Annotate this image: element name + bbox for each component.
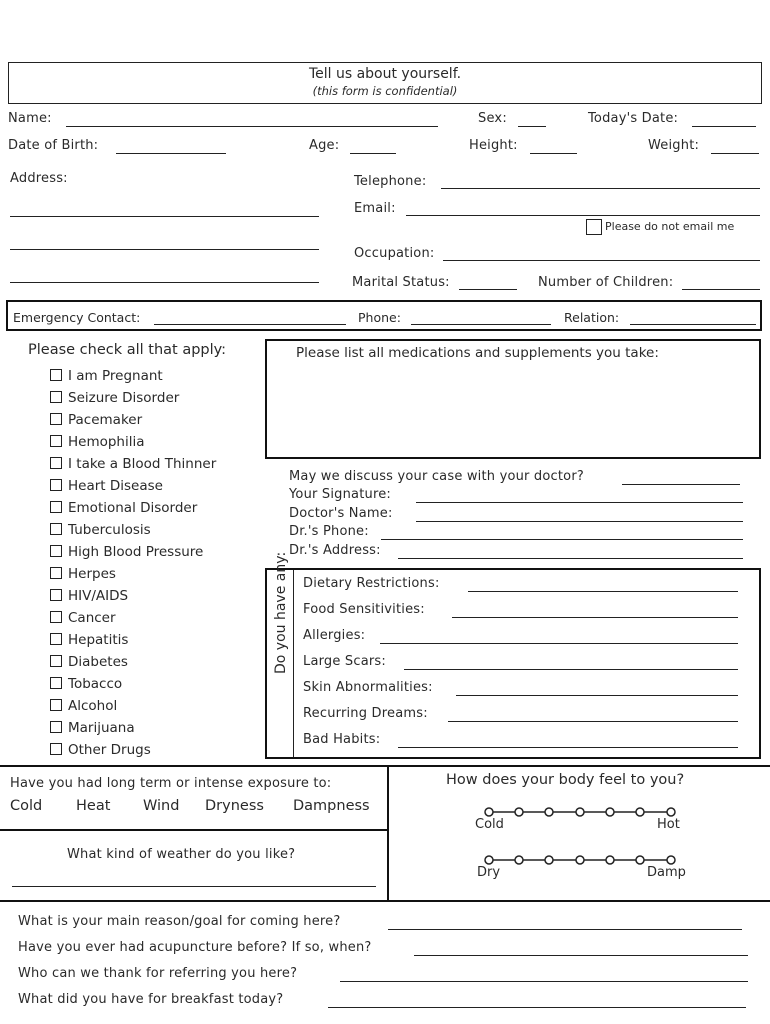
emergency-relation-label: Relation: <box>564 310 620 325</box>
checklist-item-label: HIV/AIDS <box>68 588 129 604</box>
address-label: Address: <box>10 171 68 186</box>
height-field[interactable] <box>530 153 577 154</box>
checklist-item[interactable] <box>50 368 163 384</box>
children-field[interactable] <box>682 289 760 290</box>
emergency-phone-label: Phone: <box>358 310 401 325</box>
name-field[interactable] <box>66 126 438 127</box>
checklist-item[interactable] <box>50 434 145 450</box>
emergency-relation-field[interactable] <box>630 324 756 325</box>
age-label: Age: <box>309 138 340 153</box>
weight-label: Weight: <box>648 138 700 153</box>
do-you-have-item-field[interactable] <box>380 643 738 644</box>
checklist-item-label: Other Drugs <box>68 742 151 758</box>
cold-hot-scale[interactable] <box>480 804 680 820</box>
acupuncture-question: Have you ever had acupuncture before? If so, when? <box>18 940 372 955</box>
checkbox-icon[interactable] <box>50 501 62 513</box>
signature-label: Your Signature: <box>289 487 391 502</box>
checklist-item-label: Diabetes <box>68 654 128 670</box>
checkbox-icon[interactable] <box>50 369 62 381</box>
divider-top <box>0 765 770 767</box>
checklist-item-label: Alcohol <box>68 698 118 714</box>
todays-date-label: Today's Date: <box>588 111 679 126</box>
checklist-item-label: Pacemaker <box>68 412 143 428</box>
divider-bottom <box>0 900 770 902</box>
checklist-item[interactable] <box>50 522 151 538</box>
checklist-item[interactable] <box>50 588 128 604</box>
exposure-wind[interactable]: Wind <box>143 798 180 814</box>
do-you-have-item-label: Food Sensitivities: <box>303 602 425 617</box>
checklist-item[interactable] <box>50 500 197 516</box>
checklist-item-label: Tobacco <box>68 676 123 692</box>
exposure-question: Have you had long term or intense exposure to: <box>10 776 332 791</box>
checkbox-icon[interactable] <box>50 633 62 645</box>
scale-cold-label: Cold <box>475 817 504 832</box>
checklist-item[interactable] <box>50 676 122 692</box>
checklist-item[interactable] <box>50 610 116 626</box>
checklist-item[interactable] <box>50 566 116 582</box>
dob-field[interactable] <box>116 153 226 154</box>
checkbox-icon[interactable] <box>50 457 62 469</box>
weight-field[interactable] <box>711 153 759 154</box>
exposure-cold[interactable]: Cold <box>10 798 43 814</box>
checkbox-icon[interactable] <box>50 391 62 403</box>
checkbox-icon[interactable] <box>50 611 62 623</box>
divider-vertical <box>387 766 389 901</box>
sex-label: Sex: <box>478 111 507 126</box>
header-box <box>8 62 762 104</box>
checklist-heading: Please check all that apply: <box>28 342 227 358</box>
todays-date-field[interactable] <box>692 126 756 127</box>
weather-question: What kind of weather do you like? <box>67 847 296 862</box>
checklist-item-label: Marijuana <box>68 720 135 736</box>
checklist-item-label: Emotional Disorder <box>68 500 198 516</box>
address-line-2[interactable] <box>10 249 319 250</box>
checklist-item[interactable] <box>50 544 203 560</box>
scale-hot-label: Hot <box>657 817 680 832</box>
do-you-have-item-field[interactable] <box>468 591 738 592</box>
dob-label: Date of Birth: <box>8 138 99 153</box>
medications-heading: Please list all medications and supplements you take: <box>296 345 659 361</box>
dr-address-field[interactable] <box>398 558 743 559</box>
dr-address-label: Dr.'s Address: <box>289 543 381 558</box>
checklist-item[interactable] <box>50 654 128 670</box>
no-email-label: Please do not email me <box>605 220 735 233</box>
breakfast-field[interactable] <box>328 1007 746 1008</box>
referral-question: Who can we thank for referring you here? <box>18 966 298 981</box>
checkbox-icon[interactable] <box>50 699 62 711</box>
no-email-checkbox[interactable] <box>586 219 602 235</box>
do-you-have-item-field[interactable] <box>404 669 738 670</box>
telephone-field[interactable] <box>441 188 760 189</box>
emergency-phone-field[interactable] <box>411 324 551 325</box>
checklist-item[interactable] <box>50 698 117 714</box>
checklist-item-label: I take a Blood Thinner <box>68 456 217 472</box>
dr-phone-field[interactable] <box>381 539 743 540</box>
breakfast-question: What did you have for breakfast today? <box>18 992 284 1007</box>
checklist-item[interactable] <box>50 456 216 472</box>
checkbox-icon[interactable] <box>50 743 62 755</box>
checklist-item-label: Hepatitis <box>68 632 129 648</box>
name-label: Name: <box>8 111 52 126</box>
body-feel-question: How does your body feel to you? <box>446 772 685 788</box>
do-you-have-item-field[interactable] <box>456 695 738 696</box>
referral-field[interactable] <box>340 981 748 982</box>
checkbox-icon[interactable] <box>50 523 62 535</box>
height-label: Height: <box>469 138 518 153</box>
checkbox-icon[interactable] <box>50 435 62 447</box>
divider-weather <box>0 829 388 831</box>
exposure-heat[interactable]: Heat <box>76 798 111 814</box>
emergency-contact-label: Emergency Contact: <box>13 310 141 325</box>
checkbox-icon[interactable] <box>50 655 62 667</box>
checklist-item-label: Herpes <box>68 566 116 582</box>
checkbox-icon[interactable] <box>50 721 62 733</box>
signature-field[interactable] <box>416 502 743 503</box>
do-you-have-box: Do you have any: <box>265 568 761 759</box>
occupation-label: Occupation: <box>354 246 435 261</box>
checklist-item-label: Seizure Disorder <box>68 390 180 406</box>
do-you-have-item-field[interactable] <box>452 617 738 618</box>
exposure-dampness[interactable]: Dampness <box>293 798 370 814</box>
email-field[interactable] <box>406 215 760 216</box>
checkbox-icon[interactable] <box>50 567 62 579</box>
marital-label: Marital Status: <box>352 275 450 290</box>
checkbox-icon[interactable] <box>50 589 62 601</box>
do-you-have-item-label: Recurring Dreams: <box>303 706 428 721</box>
email-label: Email: <box>354 201 396 216</box>
acupuncture-field[interactable] <box>414 955 748 956</box>
emergency-box <box>6 300 762 331</box>
do-you-have-item-label: Allergies: <box>303 628 366 643</box>
checklist-item[interactable] <box>50 412 142 428</box>
checklist-item[interactable] <box>50 632 128 648</box>
doctor-name-field[interactable] <box>416 521 743 522</box>
do-you-have-item-label: Large Scars: <box>303 654 386 669</box>
form-title: Tell us about yourself. <box>308 66 462 82</box>
checklist-item-label: Tuberculosis <box>68 522 151 538</box>
checkbox-icon[interactable] <box>50 413 62 425</box>
do-you-have-item-field[interactable] <box>398 747 738 748</box>
marital-field[interactable] <box>459 289 517 290</box>
checklist-item[interactable] <box>50 478 163 494</box>
checkbox-icon[interactable] <box>50 479 62 491</box>
checklist-item[interactable] <box>50 390 179 406</box>
do-you-have-item-label: Bad Habits: <box>303 732 381 747</box>
dr-phone-label: Dr.'s Phone: <box>289 524 369 539</box>
sex-field[interactable] <box>518 126 546 127</box>
discuss-label: May we discuss your case with your doctor? <box>289 469 584 484</box>
telephone-label: Telephone: <box>354 174 427 189</box>
address-line-1[interactable] <box>10 216 319 217</box>
checklist-item[interactable] <box>50 742 151 758</box>
checklist-item[interactable] <box>50 720 135 736</box>
age-field[interactable] <box>350 153 396 154</box>
do-you-have-item-field[interactable] <box>448 721 738 722</box>
do-you-have-item-label: Skin Abnormalities: <box>303 680 433 695</box>
discuss-field[interactable] <box>622 484 740 485</box>
medications-box[interactable] <box>265 339 761 459</box>
doctor-name-label: Doctor's Name: <box>289 506 393 521</box>
checklist-item-label: Cancer <box>68 610 116 626</box>
emergency-contact-field[interactable] <box>154 324 346 325</box>
weather-field[interactable] <box>12 886 376 887</box>
scale-dry-label: Dry <box>477 865 501 880</box>
reason-field[interactable] <box>388 929 742 930</box>
exposure-dryness[interactable]: Dryness <box>205 798 264 814</box>
children-label: Number of Children: <box>538 275 674 290</box>
checklist-item-label: I am Pregnant <box>68 368 163 384</box>
checkbox-icon[interactable] <box>50 677 62 689</box>
occupation-field[interactable] <box>443 260 760 261</box>
reason-question: What is your main reason/goal for coming here? <box>18 914 341 929</box>
checklist-item-label: Hemophilia <box>68 434 145 450</box>
do-you-have-divider <box>293 570 294 757</box>
checkbox-icon[interactable] <box>50 545 62 557</box>
address-line-3[interactable] <box>10 282 319 283</box>
checklist-item-label: High Blood Pressure <box>68 544 204 560</box>
checklist-item-label: Heart Disease <box>68 478 163 494</box>
scale-damp-label: Damp <box>647 865 686 880</box>
do-you-have-item-label: Dietary Restrictions: <box>303 576 440 591</box>
form-subtitle: (this form is confidential) <box>312 84 458 98</box>
